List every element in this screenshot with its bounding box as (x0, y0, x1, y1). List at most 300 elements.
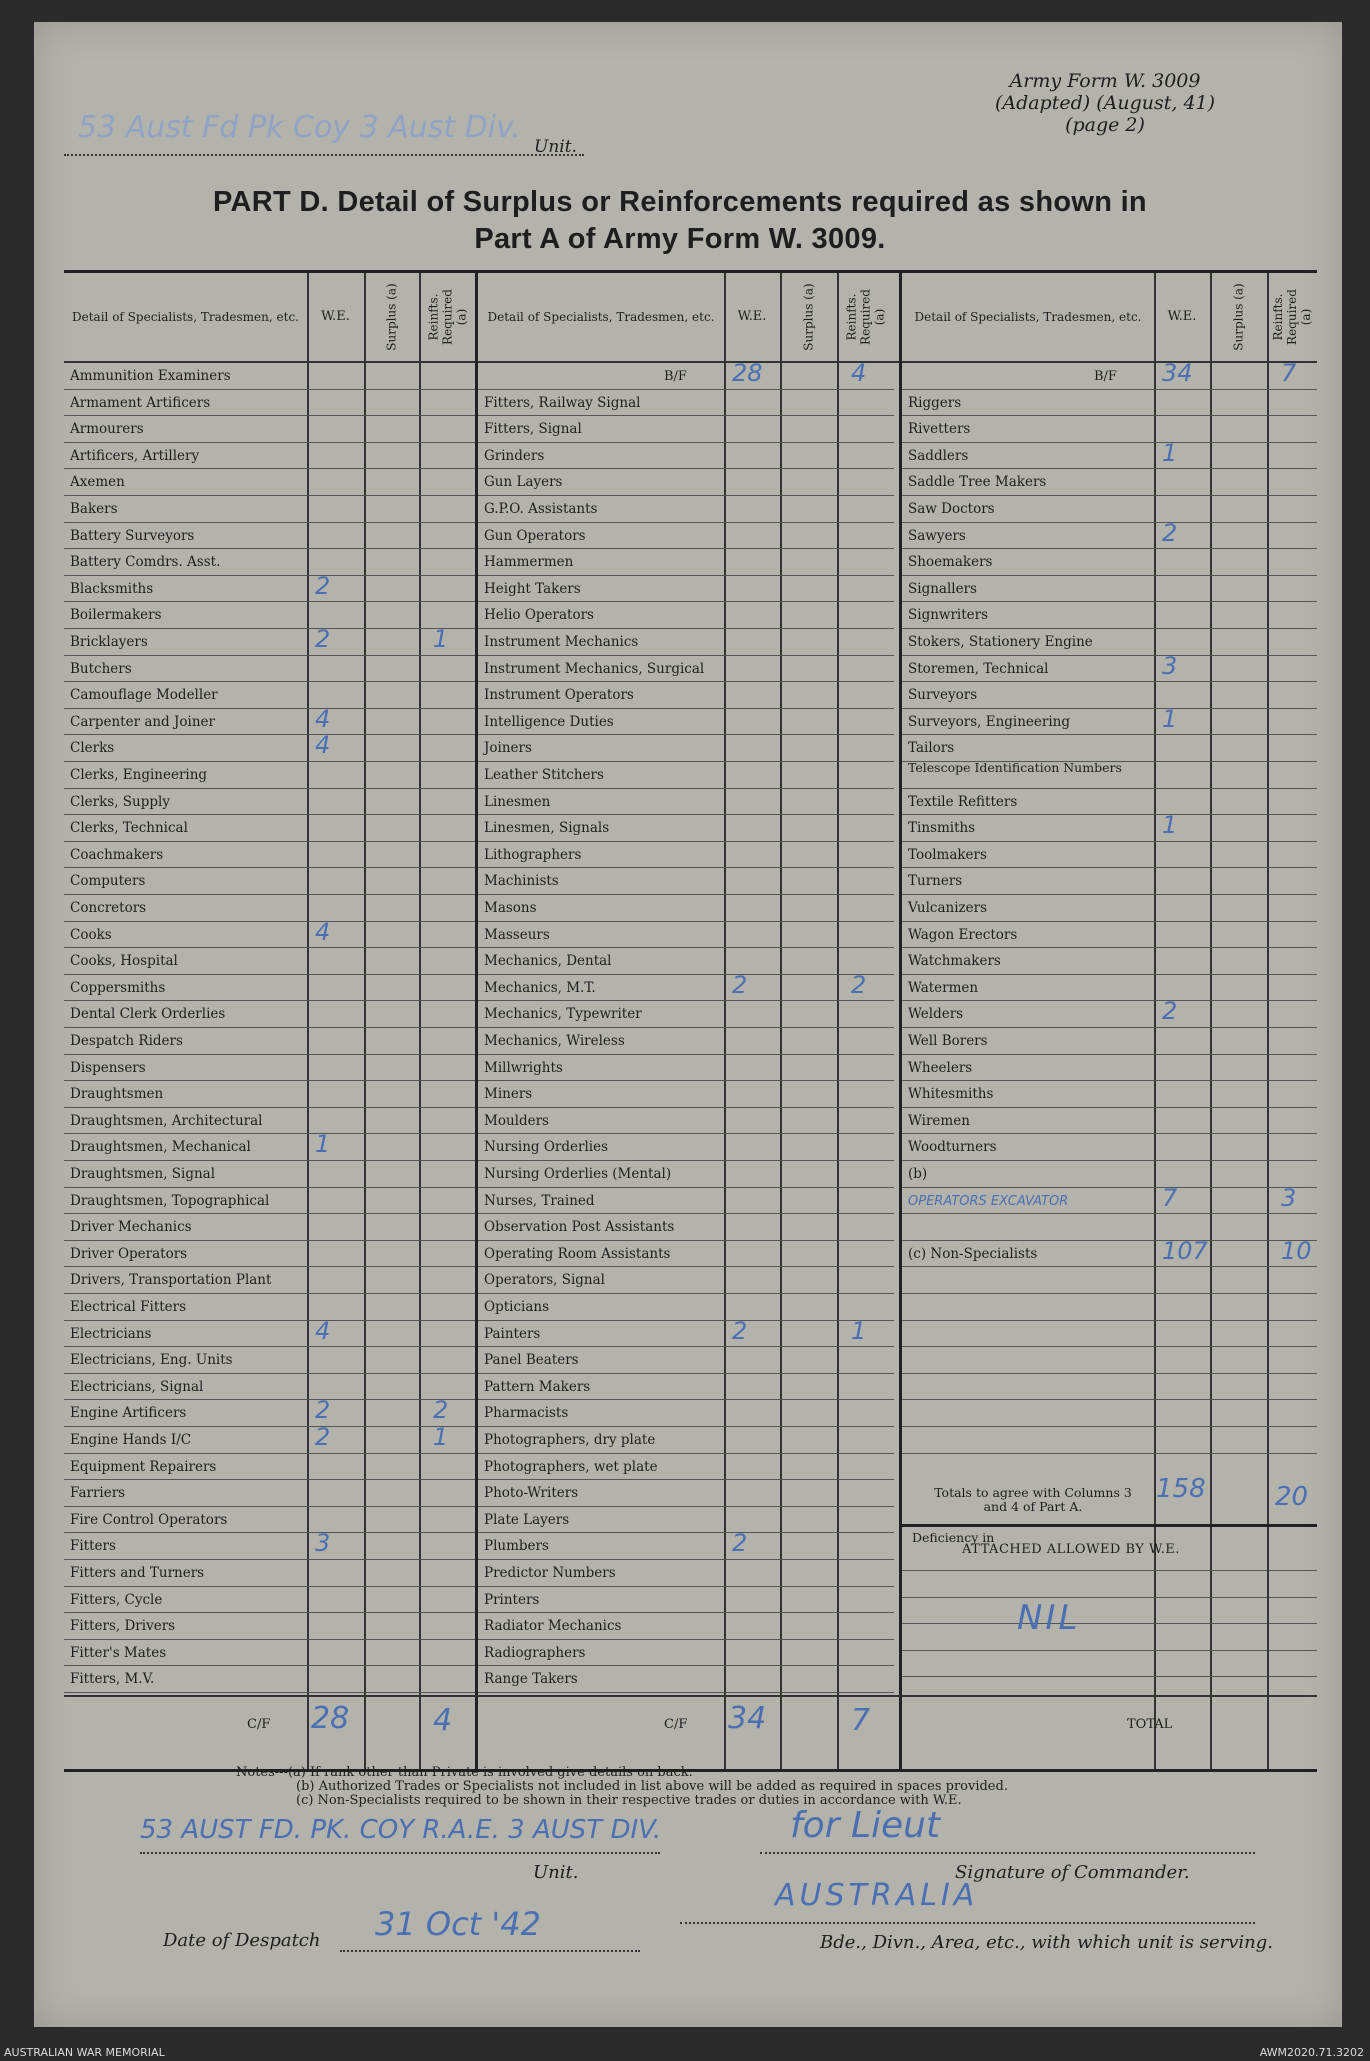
table-row (478, 390, 894, 417)
table-row (478, 1533, 894, 1560)
form-ref-line: (page 2) (1065, 114, 1145, 136)
table-row (64, 1427, 476, 1454)
table-row (478, 948, 894, 975)
table-row (64, 363, 476, 390)
trade-name: Pharmacists (484, 1405, 569, 1422)
table-row (64, 1214, 476, 1241)
table-row (64, 1028, 476, 1055)
trade-name: Gun Layers (484, 474, 563, 491)
totals-reinforcements: 20 (1275, 1482, 1309, 1513)
trade-name: Fitters (70, 1538, 116, 1555)
trade-name: Electricians (70, 1325, 152, 1342)
table-row (902, 576, 1317, 603)
table-row (64, 496, 476, 523)
trade-name: Woodturners (908, 1139, 997, 1156)
table-row (902, 975, 1317, 1002)
trade-name: Coppersmiths (70, 979, 166, 996)
trade-name: Fitters and Turners (70, 1565, 205, 1581)
trade-name: Fire Control Operators (70, 1511, 228, 1528)
date-label: Date of Despatch (163, 1930, 321, 1951)
table-row (478, 1134, 894, 1161)
specialists-table (64, 270, 1317, 1772)
trade-name: Welders (908, 1006, 964, 1023)
trade-name: Moulders (484, 1112, 549, 1129)
we-value: 2 (732, 1529, 748, 1558)
table-row (902, 1134, 1317, 1161)
trade-name: Saw Doctors (908, 501, 995, 517)
handwritten-signature: for Lieut (790, 1805, 941, 1846)
table-row (902, 1427, 1317, 1454)
deficiency-top-border (902, 1524, 1317, 1527)
trade-name: Concretors (70, 900, 147, 916)
header-we: W.E. (1167, 309, 1197, 324)
signature-line (760, 1852, 1255, 1854)
table-row (64, 1081, 476, 1108)
table-row (64, 1507, 476, 1534)
table-row (64, 416, 476, 443)
trade-name: Draughtsmen, Topographical (70, 1192, 270, 1209)
header-reinforcements-text: Reinfts. Required (a) (1271, 289, 1313, 345)
handwritten-date: 31 Oct '42 (375, 1905, 541, 1943)
table-row (64, 762, 476, 789)
table-row (64, 1108, 476, 1135)
table-row (902, 815, 1317, 842)
table-row (902, 762, 1317, 789)
trade-name: OPERATORS EXCAVATOR (908, 1193, 1069, 1209)
credit-right: AWM2020.71.3202 (1259, 2046, 1364, 2059)
table-row (64, 602, 476, 629)
table-row (478, 789, 894, 816)
table-row (64, 576, 476, 603)
trade-name: Plumbers (484, 1538, 549, 1555)
table-row (902, 602, 1317, 629)
trade-name: (c) Non-Specialists (908, 1245, 1038, 1262)
trade-name: Camouflage Modeller (70, 687, 218, 704)
trade-name: Armament Artificers (70, 394, 211, 411)
table-row (64, 1400, 476, 1427)
trade-name: Sawyers (908, 527, 966, 544)
trade-name: Draughtsmen, Architectural (70, 1112, 263, 1129)
trade-name: Photographers, wet plate (484, 1458, 658, 1475)
table-row (64, 549, 476, 576)
table-row (478, 1188, 894, 1215)
header-reinforcements-text: Reinfts. Required (a) (844, 289, 887, 345)
deficiency-row (902, 1676, 1317, 1677)
table-row (478, 1347, 894, 1374)
table-row (478, 602, 894, 629)
trade-name: Machinists (484, 873, 559, 890)
table-row (64, 1321, 476, 1348)
trade-name: Photo-Writers (484, 1485, 579, 1502)
trade-name: Electricians, Eng. Units (70, 1352, 233, 1369)
notes (236, 1766, 1008, 1808)
trade-name: (b) (908, 1166, 928, 1182)
header-detail: Detail of Specialists, Tradesmen, etc. (914, 310, 1142, 324)
trade-name: Masons (484, 900, 537, 916)
totals-we: 158 (1156, 1474, 1206, 1505)
trade-name: Dental Clerk Orderlies (70, 1006, 226, 1023)
table-row (902, 363, 1317, 390)
form-ref-line: Army Form W. 3009 (1009, 70, 1201, 92)
trade-name: Draughtsmen, Signal (70, 1166, 216, 1182)
trade-name: Turners (908, 873, 963, 890)
table-row (478, 416, 894, 443)
trade-name: Printers (484, 1591, 540, 1608)
table-row (64, 682, 476, 709)
trade-name: Grinders (484, 447, 545, 464)
trade-name: Mechanics, M.T. (484, 979, 596, 996)
trade-name: Toolmakers (908, 846, 987, 863)
trade-name: Telescope Identification Numbers (908, 762, 1122, 775)
credit-left: AUSTRALIAN WAR MEMORIAL (4, 2046, 165, 2059)
table-row (64, 1241, 476, 1268)
trade-name: Pattern Makers (484, 1378, 591, 1395)
table-row (478, 1001, 894, 1028)
title-line: PART D. Detail of Surplus or Reinforcements required as shown in (213, 186, 1147, 218)
table-row (902, 895, 1317, 922)
table-row (478, 1267, 894, 1294)
trade-name: Cooks (70, 926, 112, 943)
trade-name: Radiographers (484, 1644, 586, 1661)
deficiency-label: Deficiency in (912, 1530, 995, 1546)
we-value: 1 (1162, 438, 1178, 467)
form-title (60, 184, 1300, 258)
handwritten-unit-value: 53 AUST FD. PK. COY R.A.E. 3 AUST DIV. (140, 1815, 662, 1845)
table-row (902, 789, 1317, 816)
we-value: 2 (732, 970, 748, 999)
trade-name: Linesmen (484, 793, 551, 810)
trade-name: Miners (484, 1086, 533, 1103)
trade-name: Electrical Fitters (70, 1299, 187, 1315)
trade-name: Coachmakers (70, 846, 164, 863)
trade-name: Signallers (908, 580, 977, 597)
trade-name: Fitters, Cycle (70, 1591, 163, 1608)
table-row (64, 1613, 476, 1640)
trade-name: Opticians (484, 1299, 550, 1315)
trade-name: Operators, Signal (484, 1272, 605, 1289)
trade-name: Armourers (70, 421, 144, 438)
table-row (902, 682, 1317, 709)
table-row (64, 1560, 476, 1587)
trade-name: Instrument Mechanics (484, 634, 639, 650)
table-row (478, 1507, 894, 1534)
trade-name: Clerks, Engineering (70, 767, 208, 783)
trade-name: Dispensers (70, 1059, 146, 1076)
trade-name: Hammermen (484, 554, 574, 571)
reinforcement-value: 10 (1281, 1236, 1312, 1265)
header-surplus (364, 273, 419, 361)
table-row (478, 656, 894, 683)
table-row (64, 948, 476, 975)
trade-name: Engine Hands I/C (70, 1432, 192, 1448)
trade-name: Wheelers (908, 1059, 973, 1076)
table-row (478, 363, 894, 390)
carry-forward-we: 34 (728, 1701, 767, 1736)
table-row (64, 1640, 476, 1667)
table-row (64, 1267, 476, 1294)
table-row (478, 576, 894, 603)
trade-name: Watermen (908, 979, 979, 996)
table-row (902, 629, 1317, 656)
table-row (478, 1028, 894, 1055)
trade-name: Radiator Mechanics (484, 1618, 622, 1635)
deficiency-column-divider (1267, 1570, 1269, 1702)
note-line: (c) Non-Specialists required to be shown in their respective trades or duties in accordance with W.E. (296, 1793, 962, 1808)
we-value: 4 (315, 917, 331, 946)
location-line (680, 1922, 1255, 1924)
trade-name: Instrument Operators (484, 687, 634, 704)
table-row (478, 975, 894, 1002)
reinforcement-value: 3 (1281, 1183, 1297, 1212)
table-row (64, 815, 476, 842)
table-row (64, 390, 476, 417)
trade-name: Nurses, Trained (484, 1192, 595, 1209)
trade-name: Fitter's Mates (70, 1644, 167, 1661)
table-row (478, 1294, 894, 1321)
table-row (64, 629, 476, 656)
form-ref-line: (Adapted) (August, 41) (994, 92, 1216, 114)
table-row (902, 469, 1317, 496)
trade-name: Textile Refitters (908, 793, 1018, 810)
trade-name: Riggers (908, 394, 962, 411)
table-row (64, 842, 476, 869)
reinforcement-value: 1 (851, 1316, 867, 1345)
trade-name: Engine Artificers (70, 1405, 187, 1422)
trade-name: Bricklayers (70, 634, 148, 650)
trade-name: Clerks (70, 740, 115, 757)
unit-label-top: Unit. (534, 137, 577, 157)
table-row (902, 1081, 1317, 1108)
trade-name: Artificers, Artillery (70, 447, 200, 464)
table-row (478, 1613, 894, 1640)
table-row (64, 895, 476, 922)
trade-name: Leather Stitchers (484, 767, 604, 783)
title-line: Part A of Army Form W. 3009. (474, 223, 886, 255)
table-row (478, 895, 894, 922)
trade-name: Saddlers (908, 447, 969, 464)
table-row (478, 842, 894, 869)
trade-name: Bakers (70, 501, 118, 517)
table-row (902, 1001, 1317, 1028)
trade-name: Mechanics, Typewriter (484, 1006, 642, 1023)
trade-name: Vulcanizers (908, 900, 988, 916)
table-row (902, 948, 1317, 975)
brought-forward-label: B/F (1094, 369, 1117, 384)
table-row (902, 1055, 1317, 1082)
table-row (64, 1480, 476, 1507)
table-row (902, 1321, 1317, 1348)
we-value: 2 (315, 625, 331, 653)
trade-name: Well Borers (908, 1033, 988, 1049)
table-row (902, 1347, 1317, 1374)
note-line: Notes---(a) If rank other than Private is involved give details on back. (236, 1765, 693, 1780)
trade-name: Helio Operators (484, 607, 594, 624)
table-row (902, 390, 1317, 417)
trade-name: Electricians, Signal (70, 1378, 204, 1395)
header-surplus-text: Surplus (a) (1231, 283, 1246, 351)
trade-name: Observation Post Assistants (484, 1219, 675, 1236)
signature-label: Signature of Commander. (955, 1862, 1190, 1883)
trade-name: Range Takers (484, 1671, 578, 1688)
header-reinforcements-text: Reinfts. Required (a) (426, 289, 469, 345)
we-value: 28 (732, 359, 763, 387)
table-row (64, 789, 476, 816)
table-row (902, 709, 1317, 736)
table-row (902, 1400, 1317, 1427)
table-row (478, 1640, 894, 1667)
trade-name: Saddle Tree Makers (908, 474, 1047, 491)
we-value: 2 (315, 1396, 331, 1425)
we-value: 3 (315, 1529, 331, 1558)
table-row (902, 1161, 1317, 1188)
location-label: Bde., Divn., Area, etc., with which unit is serving. (820, 1932, 1273, 1953)
trade-name: Surveyors, Engineering (908, 713, 1071, 730)
table-row (64, 1134, 476, 1161)
unit-line-top (64, 128, 584, 156)
table-row (902, 1214, 1317, 1241)
table-row (902, 1374, 1317, 1401)
table-row (902, 549, 1317, 576)
trade-name: Battery Comdrs. Asst. (70, 554, 221, 571)
trade-name: Draughtsmen (70, 1086, 164, 1103)
trade-name: Operating Room Assistants (484, 1245, 671, 1262)
carry-forward-border (64, 1695, 1317, 1697)
table-row (478, 735, 894, 762)
header-detail: Detail of Specialists, Tradesmen, etc. (487, 310, 715, 324)
table-row (902, 1294, 1317, 1321)
table-row (64, 709, 476, 736)
we-value: 34 (1162, 359, 1193, 387)
trade-name: Intelligence Duties (484, 713, 614, 730)
carry-forward-label: C/F (247, 1717, 271, 1732)
we-value: 2 (1162, 518, 1178, 547)
table-row (902, 1188, 1317, 1215)
table-row (902, 1108, 1317, 1135)
header-surplus (780, 273, 837, 361)
table-row (902, 922, 1317, 949)
table-row (902, 1241, 1317, 1268)
trade-name: Panel Beaters (484, 1352, 579, 1369)
trade-name: Clerks, Supply (70, 793, 170, 810)
table-row (478, 1400, 894, 1427)
trade-name: Watchmakers (908, 953, 1001, 970)
table-row (64, 523, 476, 550)
we-value: 7 (1162, 1183, 1178, 1212)
table-row (64, 1055, 476, 1082)
we-value: 2 (1162, 997, 1178, 1026)
table-row (478, 1108, 894, 1135)
table-row (478, 629, 894, 656)
trade-name: Axemen (70, 474, 125, 491)
table-row (478, 682, 894, 709)
table-row (478, 1666, 894, 1693)
table-row (478, 1081, 894, 1108)
deficiency-row (902, 1650, 1317, 1651)
trade-name: Gun Operators (484, 527, 586, 544)
trade-name: Rivetters (908, 421, 971, 438)
trade-name: Plate Layers (484, 1511, 570, 1528)
trade-name: Lithographers (484, 846, 582, 863)
table-row (64, 735, 476, 762)
we-value: 1 (1162, 704, 1178, 733)
trade-name: Mechanics, Dental (484, 953, 612, 970)
header-detail: Detail of Specialists, Tradesmen, etc. (72, 310, 299, 324)
deficiency-value: NIL (1017, 1598, 1081, 1639)
reinforcement-value: 1 (433, 625, 449, 653)
reinforcement-value: 1 (433, 1423, 449, 1451)
trade-name: Millwrights (484, 1059, 563, 1076)
trade-name: Wiremen (908, 1112, 970, 1129)
table-row (902, 416, 1317, 443)
table-row (902, 496, 1317, 523)
deficiency-row (902, 1570, 1317, 1571)
table-row (902, 523, 1317, 550)
table-row (902, 842, 1317, 869)
table-row (902, 1267, 1317, 1294)
table-row (478, 1161, 894, 1188)
we-value: 107 (1162, 1236, 1208, 1265)
trade-name: Instrument Mechanics, Surgical (484, 660, 705, 677)
table-row (64, 868, 476, 895)
trade-name: Shoemakers (908, 554, 993, 571)
trade-name: Cooks, Hospital (70, 953, 178, 970)
table-row (64, 1454, 476, 1481)
table-row (478, 549, 894, 576)
table-row (478, 469, 894, 496)
table-row (64, 1188, 476, 1215)
trade-name: Clerks, Technical (70, 820, 188, 837)
trade-name: Fitters, M.V. (70, 1671, 155, 1688)
unit-line (140, 1852, 660, 1854)
table-row (64, 1347, 476, 1374)
trade-name: Boilermakers (70, 607, 162, 624)
trade-name: Nursing Orderlies (Mental) (484, 1166, 672, 1182)
trade-name: Driver Mechanics (70, 1219, 192, 1236)
table-row (478, 1055, 894, 1082)
carry-forward-reinforcements: 4 (433, 1703, 453, 1738)
table-row (478, 443, 894, 470)
we-value: 1 (315, 1130, 331, 1159)
trade-name: Ammunition Examiners (70, 368, 231, 384)
reinforcement-value: 4 (851, 359, 867, 387)
header-we: W.E. (737, 309, 767, 324)
trade-name: Storemen, Technical (908, 660, 1049, 677)
trade-name: Carpenter and Joiner (70, 713, 215, 730)
form-reference (955, 70, 1255, 136)
deficiency-title: ATTACHED ALLOWED BY W.E. (962, 1542, 1180, 1558)
trade-name: Surveyors (908, 687, 978, 704)
table-row (478, 1321, 894, 1348)
table-row (478, 762, 894, 789)
table-row (478, 1214, 894, 1241)
carry-forward-reinforcements: 7 (851, 1703, 871, 1738)
trade-name: Drivers, Transportation Plant (70, 1272, 272, 1289)
table-row (64, 1666, 476, 1693)
trade-name: Height Takers (484, 580, 581, 597)
trade-name: Computers (70, 873, 146, 890)
header-surplus-text: Surplus (a) (801, 283, 816, 351)
table-row (64, 1161, 476, 1188)
table-row (478, 1587, 894, 1614)
trade-name: Painters (484, 1325, 541, 1342)
trade-name: Mechanics, Wireless (484, 1033, 625, 1049)
trade-name: Fitters, Signal (484, 421, 582, 438)
deficiency-row (902, 1597, 1317, 1598)
table-row (64, 975, 476, 1002)
header-reinforcements (1267, 273, 1317, 361)
we-value: 4 (315, 731, 331, 760)
trade-name: Masseurs (484, 926, 550, 943)
